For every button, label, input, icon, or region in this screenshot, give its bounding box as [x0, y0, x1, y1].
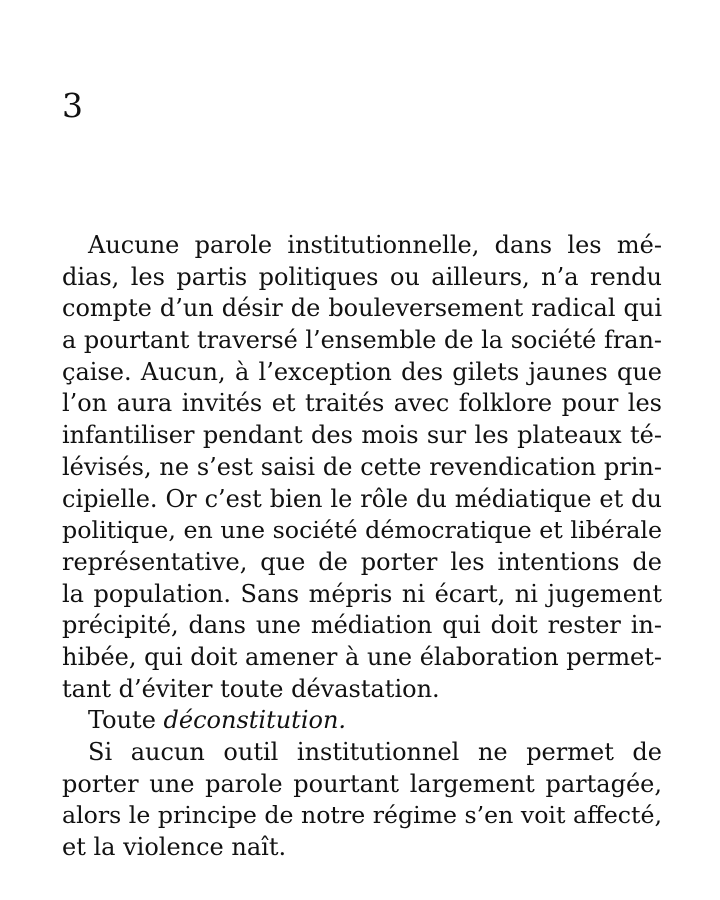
paragraph-2-prefix: Toute: [88, 706, 164, 735]
paragraph-1-line-8: lévisés, ne s’est saisi de cette revendication prin-: [62, 452, 662, 481]
paragraph-1-line-5: çaise. Aucun, à l’exception des gilets jaunes que: [62, 357, 662, 386]
paragraph-1-line-4: a pourtant traversé l’ensemble de la société fran-: [62, 326, 662, 355]
chapter-number: 3: [62, 86, 83, 125]
paragraph-1-line-2: dias, les partis politiques ou ailleurs, n’a rendu: [62, 262, 662, 291]
paragraph-2: [62, 705, 662, 737]
paragraph-3-line-4: et la violence naît.: [62, 833, 287, 862]
paragraph-3-line-1: Si aucun outil institutionnel ne permet de: [88, 738, 662, 766]
paragraph-3-line-2: porter une parole pourtant largement partagée,: [62, 769, 662, 798]
paragraph-1-line-3: compte d’un désir de bouleversement radical qui: [62, 294, 662, 323]
paragraph-1-line-13: précipité, dans une médiation qui doit rester in-: [62, 611, 662, 640]
body-text: [62, 230, 662, 864]
paragraph-1-line-15: tant d’éviter toute dévastation.: [62, 674, 440, 703]
paragraph-3-line-3: alors le principe de notre régime s’en voit affecté,: [62, 801, 662, 830]
paragraph-1-line-9: cipielle. Or c’est bien le rôle du médiatique et du: [62, 484, 662, 513]
paragraph-1-line-14: hibée, qui doit amener à une élaboration permet-: [62, 642, 662, 671]
paragraph-1-line-10: politique, en une société démocratique et libérale: [62, 516, 662, 545]
paragraph-1-line-7: infantiliser pendant des mois sur les plateaux té-: [62, 421, 662, 450]
paragraph-2-italic-term: déconstitution.: [163, 706, 347, 735]
paragraph-1-line-1: Aucune parole institutionnelle, dans les mé-: [88, 231, 662, 259]
paragraph-1-line-11: représentative, que de porter les intentions de: [62, 547, 662, 576]
paragraph-1-line-6: l’on aura invités et traités avec folklore pour les: [62, 389, 662, 418]
paragraph-1-line-12: la population. Sans mépris ni écart, ni jugement: [62, 579, 662, 608]
